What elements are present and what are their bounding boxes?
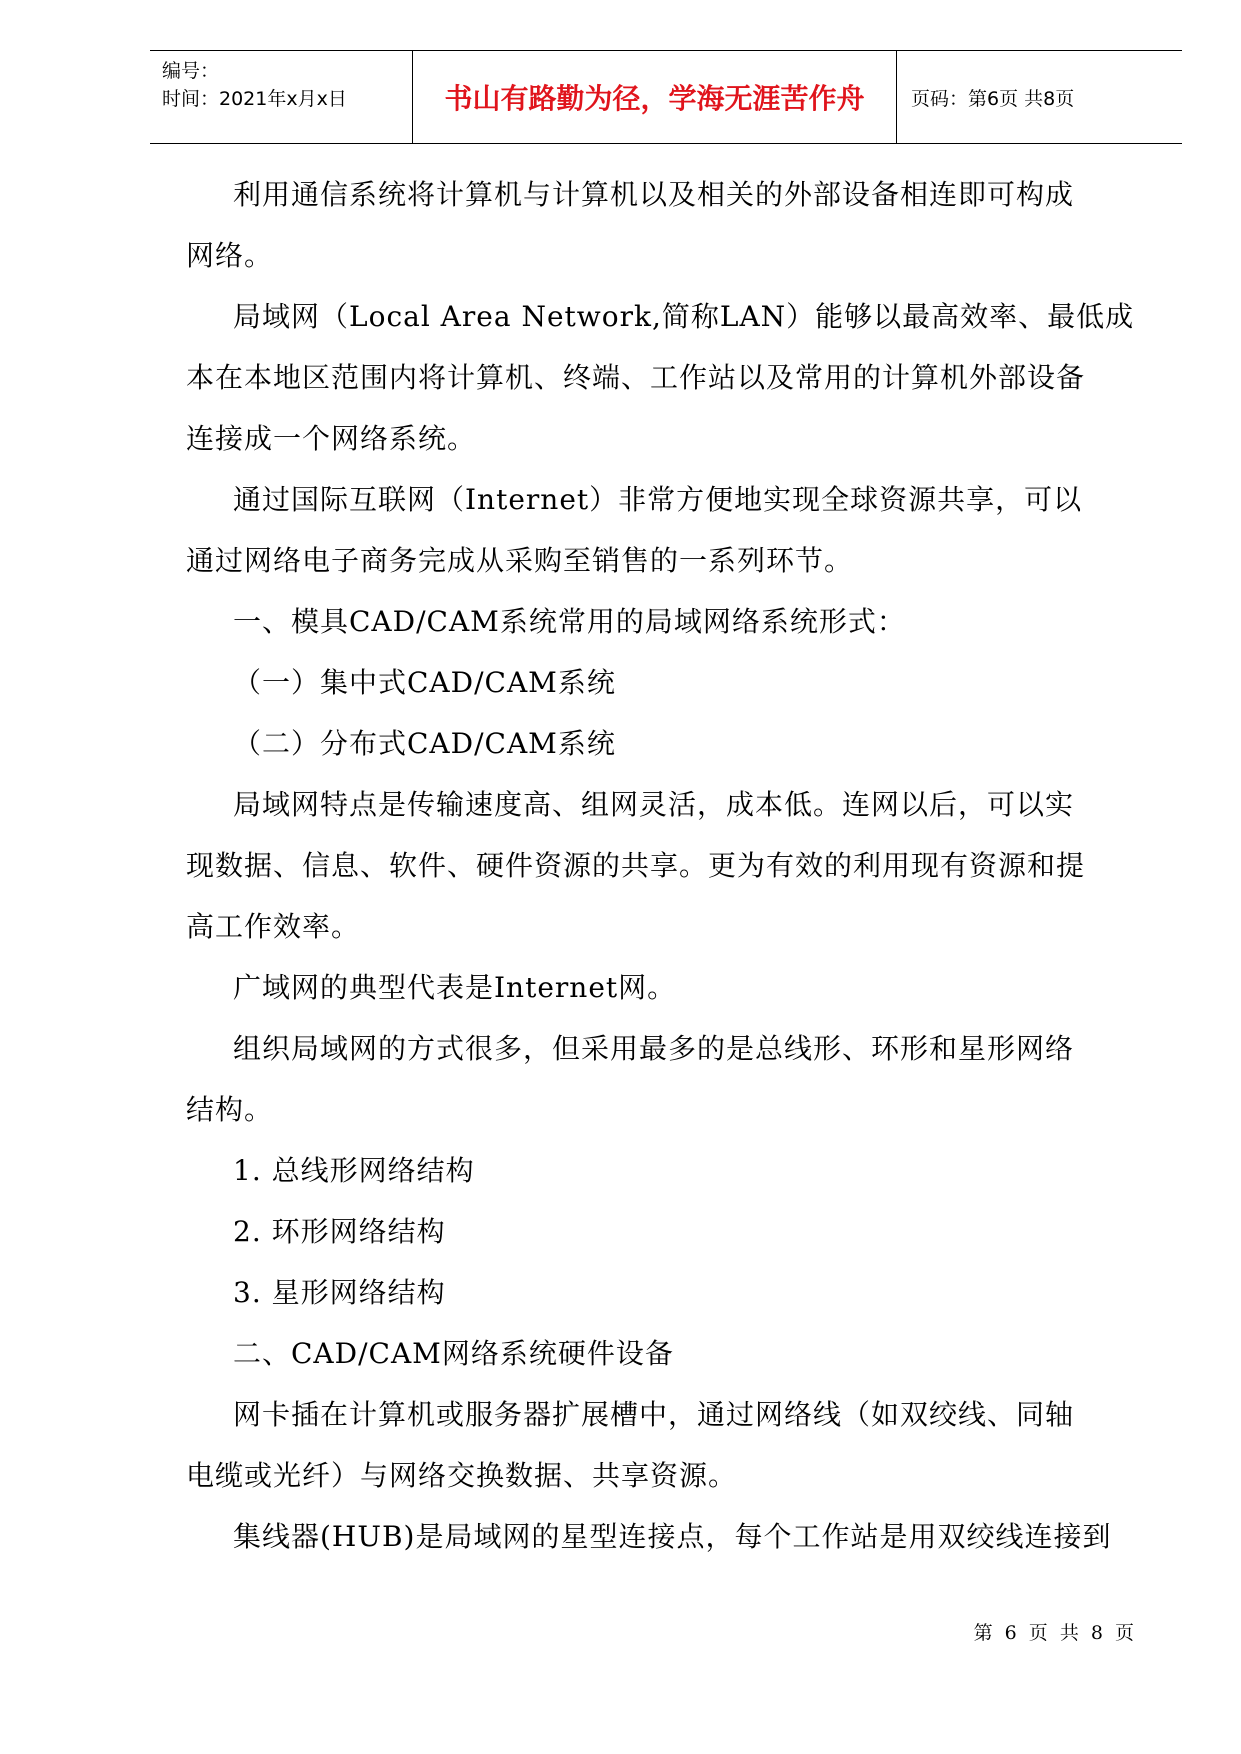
list-item: 3. 星形网络结构 bbox=[233, 1276, 446, 1309]
paragraph-line: 通过网络电子商务完成从采购至销售的一系列环节。 bbox=[186, 544, 854, 577]
paragraph-line: 结构。 bbox=[186, 1093, 274, 1126]
paragraph-line: 网络。 bbox=[186, 239, 274, 272]
paragraph-line: 局域网（Local Area Network,简称LAN）能够以最高效率、最低成 bbox=[233, 300, 1135, 333]
paragraph-line: 通过国际互联网（Internet）非常方便地实现全球资源共享，可以 bbox=[233, 483, 1083, 516]
subsection-heading: （二）分布式CAD/CAM系统 bbox=[233, 727, 616, 760]
section-heading: 一、模具CAD/CAM系统常用的局域网络系统形式： bbox=[233, 605, 906, 638]
paragraph-line: 广域网的典型代表是Internet网。 bbox=[233, 971, 677, 1004]
paragraph-line: 网卡插在计算机或服务器扩展槽中，通过网络线（如双绞线、同轴 bbox=[233, 1398, 1075, 1431]
paragraph-line: 组织局域网的方式很多，但采用最多的是总线形、环形和星形网络 bbox=[233, 1032, 1075, 1065]
page-header bbox=[150, 50, 1182, 144]
paragraph-line: 连接成一个网络系统。 bbox=[186, 422, 477, 455]
page-footer: 第 6 页 共 8 页 bbox=[973, 1622, 1137, 1644]
paragraph-line: 本在本地区范围内将计算机、终端、工作站以及常用的计算机外部设备 bbox=[186, 361, 1086, 394]
document-body bbox=[186, 164, 1146, 1567]
list-item: 2. 环形网络结构 bbox=[233, 1215, 446, 1248]
list-item: 1. 总线形网络结构 bbox=[233, 1154, 475, 1187]
paragraph-line: 利用通信系统将计算机与计算机以及相关的外部设备相连即可构成 bbox=[233, 178, 1075, 211]
paragraph-line: 高工作效率。 bbox=[186, 910, 361, 943]
paragraph-line: 局域网特点是传输速度高、组网灵活，成本低。连网以后，可以实 bbox=[233, 788, 1075, 821]
section-heading: 二、CAD/CAM网络系统硬件设备 bbox=[233, 1337, 674, 1370]
subsection-heading: （一）集中式CAD/CAM系统 bbox=[233, 666, 616, 699]
header-page-label: 页码：第6页 共8页 bbox=[911, 87, 1075, 110]
paragraph-line: 电缆或光纤）与网络交换数据、共享资源。 bbox=[186, 1459, 738, 1492]
document-time-label: 时间：2021年x月x日 bbox=[162, 88, 347, 110]
header-motto: 书山有路勤为径，学海无涯苦作舟 bbox=[413, 51, 897, 143]
paragraph-line: 现数据、信息、软件、硬件资源的共享。更为有效的利用现有资源和提 bbox=[186, 849, 1086, 882]
document-number-label: 编号： bbox=[162, 60, 220, 82]
paragraph-line: 集线器(HUB)是局域网的星型连接点，每个工作站是用双绞线连接到 bbox=[233, 1520, 1112, 1553]
header-left-cell bbox=[150, 51, 413, 143]
